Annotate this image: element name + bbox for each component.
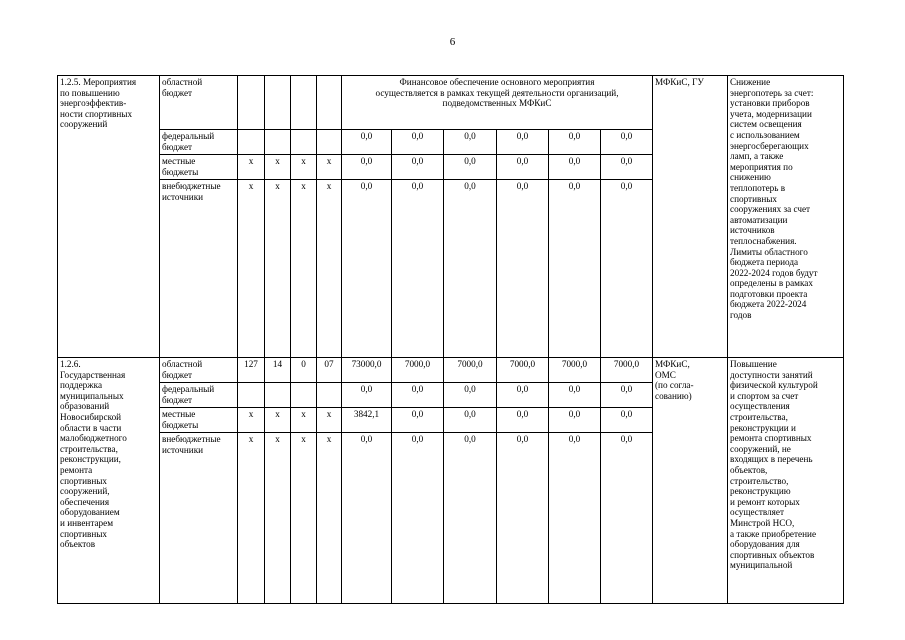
value-cell: 0,0: [342, 155, 392, 180]
code-cell: х: [317, 180, 342, 358]
code-cell: х: [265, 433, 291, 604]
value-cell: 0,0: [342, 180, 392, 358]
source-name: местные бюджеты: [160, 408, 238, 433]
value-cell: 0,0: [342, 433, 392, 604]
value-cell: 7000,0: [549, 358, 601, 383]
value-cell: 0,0: [444, 408, 497, 433]
code-cell: х: [238, 155, 265, 180]
code-cell: [238, 76, 265, 130]
code-cell: х: [291, 433, 317, 604]
value-cell: 0,0: [601, 155, 653, 180]
value-cell: 0,0: [444, 383, 497, 408]
value-cell: 0,0: [549, 130, 601, 155]
measure-name: 1.2.5. Мероприятия по повышению энергоэффектив- ности спортивных сооружений: [58, 76, 160, 358]
expected-result: Повышение доступности занятий физической культурой и спортом за счет осуществления строительства, реконструкции и ремонта спортивных сооружений, не входящих в перечень объектов, строительство, реконструкцию и ремонт которых осуществляет Минстрой НСО, а также приобретение оборудования для спортивных объектов муниципальной: [728, 358, 844, 604]
code-cell: 0: [291, 358, 317, 383]
value-cell: 7000,0: [392, 358, 444, 383]
code-cell: [265, 130, 291, 155]
executor: МФКиС, ОМС (по согла- сованию): [653, 358, 728, 604]
measure-name: 1.2.6. Государственная поддержка муниципальных образований Новосибирской области в части малобюджетного строительства, реконструкции, ремонта спортивных сооружений, обеспечения оборудованием и инвентарем спортивных объектов: [58, 358, 160, 604]
value-cell: 0,0: [392, 383, 444, 408]
value-cell: 0,0: [549, 155, 601, 180]
value-cell: 7000,0: [497, 358, 549, 383]
code-cell: [291, 130, 317, 155]
code-cell: [265, 383, 291, 408]
code-cell: х: [291, 155, 317, 180]
code-cell: [317, 383, 342, 408]
code-cell: х: [317, 433, 342, 604]
value-cell: 0,0: [601, 408, 653, 433]
code-cell: х: [317, 408, 342, 433]
value-cell: 0,0: [392, 155, 444, 180]
source-name: внебюджетные источники: [160, 180, 238, 358]
measures-table: [57, 75, 844, 604]
value-cell: 0,0: [497, 130, 549, 155]
value-cell: 0,0: [392, 180, 444, 358]
value-cell: 0,0: [342, 383, 392, 408]
code-cell: [265, 76, 291, 130]
table-row: [58, 76, 844, 130]
value-cell: 0,0: [549, 408, 601, 433]
expected-result: Снижение энергопотерь за счет: установки приборов учета, модернизации систем освещения с использованием энергосберегающих ламп, а также мероприятия по снижению теплопотерь в спортивных сооружениях за счет автоматизации источников теплоснабжения. Лимиты областного бюджета периода 2022-2024 годов будут определены в рамках подготовки проекта бюджета 2022-2024 годов: [728, 76, 844, 358]
table-row: [58, 358, 844, 383]
financing-note: Финансовое обеспечение основного мероприятия осуществляется в рамках текущей деятельности организаций, подведомственных МФКиС: [342, 76, 653, 130]
value-cell: 0,0: [601, 433, 653, 604]
value-cell: 0,0: [601, 130, 653, 155]
source-name: местные бюджеты: [160, 155, 238, 180]
value-cell: 0,0: [497, 180, 549, 358]
value-cell: 73000,0: [342, 358, 392, 383]
code-cell: х: [317, 155, 342, 180]
value-cell: 0,0: [549, 180, 601, 358]
value-cell: 0,0: [392, 433, 444, 604]
code-cell: х: [265, 180, 291, 358]
value-cell: 0,0: [444, 155, 497, 180]
code-cell: х: [238, 433, 265, 604]
source-name: внебюджетные источники: [160, 433, 238, 604]
code-cell: [291, 76, 317, 130]
value-cell: 3842,1: [342, 408, 392, 433]
code-cell: [238, 383, 265, 408]
value-cell: 0,0: [497, 433, 549, 604]
code-cell: х: [265, 408, 291, 433]
value-cell: 7000,0: [444, 358, 497, 383]
code-cell: [291, 383, 317, 408]
executor: МФКиС, ГУ: [653, 76, 728, 358]
code-cell: х: [291, 180, 317, 358]
value-cell: 0,0: [392, 130, 444, 155]
value-cell: 0,0: [549, 383, 601, 408]
value-cell: 0,0: [497, 155, 549, 180]
code-cell: 14: [265, 358, 291, 383]
code-cell: х: [238, 180, 265, 358]
code-cell: 07: [317, 358, 342, 383]
value-cell: 7000,0: [601, 358, 653, 383]
code-cell: х: [265, 155, 291, 180]
value-cell: 0,0: [601, 180, 653, 358]
value-cell: 0,0: [444, 130, 497, 155]
page-number: 6: [449, 36, 456, 48]
value-cell: 0,0: [601, 383, 653, 408]
source-name: федеральный бюджет: [160, 130, 238, 155]
code-cell: х: [291, 408, 317, 433]
value-cell: 0,0: [392, 408, 444, 433]
value-cell: 0,0: [497, 383, 549, 408]
code-cell: [317, 76, 342, 130]
value-cell: 0,0: [497, 408, 549, 433]
source-name: областной бюджет: [160, 358, 238, 383]
value-cell: 0,0: [342, 130, 392, 155]
code-cell: [238, 130, 265, 155]
code-cell: 127: [238, 358, 265, 383]
source-name: областной бюджет: [160, 76, 238, 130]
code-cell: [317, 130, 342, 155]
value-cell: 0,0: [444, 433, 497, 604]
code-cell: х: [238, 408, 265, 433]
value-cell: 0,0: [444, 180, 497, 358]
source-name: федеральный бюджет: [160, 383, 238, 408]
value-cell: 0,0: [549, 433, 601, 604]
